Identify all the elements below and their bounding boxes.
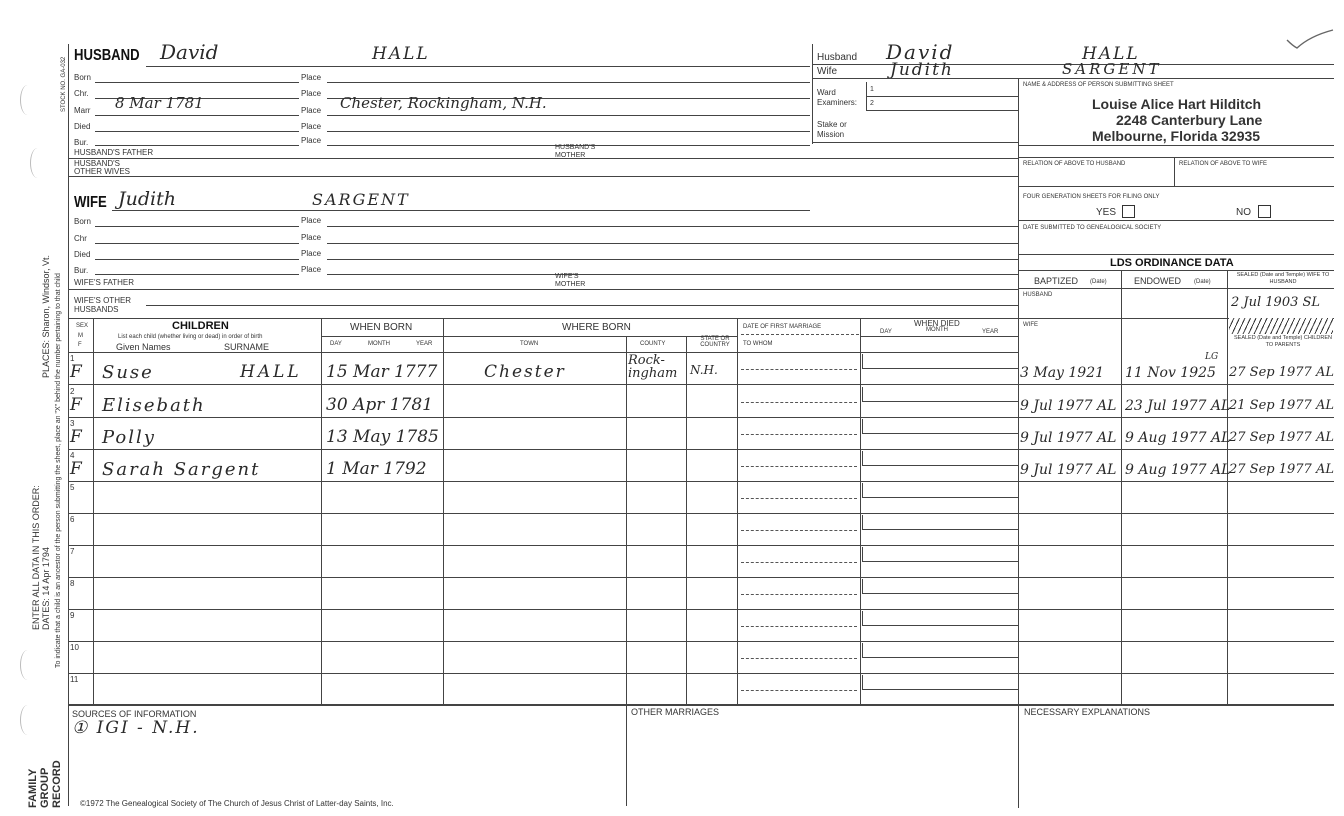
wife-bur-label: Bur.: [74, 266, 89, 275]
child-row-divider: [68, 673, 1334, 674]
sources-label: SOURCES OF INFORMATION: [72, 709, 197, 719]
child-number: 9: [70, 611, 75, 620]
wife-mother-label: WIFE'S MOTHER: [555, 273, 586, 288]
child-row-divider: [68, 577, 1334, 578]
stake-mission-label: Stake or Mission: [817, 120, 847, 139]
death-date-bracket: [862, 451, 863, 465]
death-date-line: [862, 529, 1018, 530]
child-sex: F: [70, 427, 82, 447]
husband-father-label: HUSBAND'S FATHER: [74, 148, 154, 157]
when-died-label: WHEN DIED: [914, 319, 960, 328]
child-birth-town: Chester: [484, 362, 566, 382]
husband-chr-label: Chr.: [74, 89, 89, 98]
death-date-bracket: [862, 515, 863, 529]
sealed-wife-label: SEALED (Date and Temple) WIFE TO HUSBAND: [1236, 272, 1330, 285]
child-row-divider: [68, 641, 1334, 642]
born-month-label: MONTH: [368, 341, 390, 347]
death-date-line: [862, 433, 1018, 434]
death-date-line: [862, 593, 1018, 594]
died-month-label: MONTH: [926, 327, 948, 333]
death-date-bracket: [862, 547, 863, 561]
wife-father-label: WIFE'S FATHER: [74, 278, 135, 287]
born-day-label: DAY: [330, 341, 342, 347]
wife-born-label: Born: [74, 217, 91, 226]
wife-bur-place-label: Place: [301, 265, 322, 274]
husband-marriage-date: 8 Mar 1781: [115, 94, 204, 112]
child-number: 8: [70, 579, 75, 588]
died-year-label: YEAR: [982, 329, 999, 335]
child-birth-date: 13 May 1785: [326, 427, 439, 447]
child-endowed: 9 Aug 1977 AL: [1125, 462, 1231, 478]
child-baptized: 9 Jul 1977 AL: [1020, 398, 1117, 414]
form-title-family: FAMILY: [27, 768, 39, 808]
wife-died-label: Died: [74, 250, 91, 259]
submitter-street: 2248 Canterbury Lane: [1116, 112, 1263, 128]
first-marriage-dash: [741, 562, 857, 563]
county-label: COUNTY: [640, 341, 666, 347]
endowed-date-sub: (Date): [1194, 279, 1211, 285]
death-date-line: [862, 561, 1018, 562]
husband-marr-label: Marr: [74, 106, 91, 115]
child-row-divider: [68, 705, 1334, 706]
lds-title: LDS ORDINANCE DATA: [1110, 257, 1234, 269]
state-country-label: STATE OR COUNTRY: [700, 336, 730, 348]
ancestor-instruction: To indicate that a child is an ancestor of the person submitting the sheet, place an "X" behind the number pertaining to that child: [55, 273, 62, 668]
child-row-divider: [68, 449, 1334, 450]
death-date-bracket: [862, 419, 863, 433]
child-sealed: 27 Sep 1977 AL: [1229, 430, 1334, 445]
wife-given-name: Judith: [118, 188, 176, 210]
yes-label: YES: [1096, 207, 1117, 218]
form-title-group: GROUP: [39, 767, 51, 808]
child-endowed: 9 Aug 1977 AL: [1125, 430, 1231, 446]
death-date-bracket: [862, 611, 863, 625]
husband-marr-place-label: Place: [301, 106, 322, 115]
child-number: 3: [70, 419, 75, 428]
wife-chr-place-label: Place: [301, 233, 322, 242]
sex-m-label: M: [78, 333, 83, 339]
child-endowed: 23 Jul 1977 AL: [1125, 398, 1231, 414]
wife-surname: SARGENT: [312, 190, 410, 209]
child-given-name: Sarah Sargent: [102, 459, 261, 480]
death-date-line: [862, 497, 1018, 498]
death-date-bracket: [862, 354, 863, 368]
baptized-label: BAPTIZED: [1034, 276, 1079, 286]
when-born-label: WHEN BORN: [350, 322, 413, 333]
death-date-bracket: [862, 579, 863, 593]
born-year-label: YEAR: [416, 341, 433, 347]
child-number: 5: [70, 483, 75, 492]
first-marriage-dash: [741, 369, 857, 370]
stock-number: STOCK NO. GA-032: [61, 56, 67, 112]
husband-chr-place-label: Place: [301, 89, 322, 98]
right-wife-label: Wife: [817, 66, 837, 77]
husband-bur-place-label: Place: [301, 136, 322, 145]
child-baptized: 3 May 1921: [1020, 365, 1105, 381]
child-sex: F: [70, 395, 82, 415]
explanations-label: NECESSARY EXPLANATIONS: [1024, 707, 1151, 717]
form-title-record: RECORD: [51, 760, 63, 808]
relation-wife-label: RELATION OF ABOVE TO WIFE: [1179, 161, 1268, 167]
other-marriages-label: OTHER MARRIAGES: [631, 707, 720, 717]
where-born-label: WHERE BORN: [562, 322, 631, 333]
four-generation-label: FOUR GENERATION SHEETS FOR FILING ONLY: [1023, 194, 1160, 200]
submitter-name: Louise Alice Hart Hilditch: [1092, 96, 1262, 112]
right-husband-given: David: [886, 40, 955, 64]
child-sex: F: [70, 459, 82, 479]
check-mark-icon: [1285, 28, 1335, 50]
enter-all-note: ENTER ALL DATA IN THIS ORDER:: [31, 485, 41, 630]
ward-examiners-label: Ward Examiners:: [817, 88, 858, 107]
yes-checkbox[interactable]: [1122, 205, 1135, 218]
child-number: 6: [70, 515, 75, 524]
child-given-name: Elisebath: [102, 395, 206, 416]
surname-label: SURNAME: [224, 342, 270, 352]
endowed-label: ENDOWED: [1134, 276, 1181, 286]
husband-sealed-date: 2 Jul 1903 SL: [1231, 295, 1321, 310]
husband-died-label: Died: [74, 122, 91, 131]
punch-hole: [30, 148, 45, 178]
first-marriage-dash: [741, 626, 857, 627]
lds-husband-row-label: HUSBAND: [1023, 292, 1053, 298]
husband-died-place-label: Place: [301, 122, 322, 131]
first-marriage-dash: [741, 594, 857, 595]
ward-examiner-2: 2: [870, 100, 874, 107]
first-marriage-dash: [741, 658, 857, 659]
town-label: TOWN: [520, 341, 539, 347]
baptized-date-sub: (Date): [1090, 279, 1107, 285]
relation-husband-label: RELATION OF ABOVE TO HUSBAND: [1023, 161, 1126, 167]
child-birth-date: 15 Mar 1777: [326, 362, 438, 382]
child-endowed: 11 Nov 1925: [1125, 365, 1216, 381]
child-row-divider: [68, 417, 1334, 418]
child-sex: F: [70, 362, 82, 382]
husband-born-label: Born: [74, 73, 91, 82]
husband-other-wives-label: HUSBAND'S OTHER WIVES: [74, 159, 131, 176]
first-marriage-dash: [741, 466, 857, 467]
first-marriage-dash: [741, 498, 857, 499]
child-baptized: 9 Jul 1977 AL: [1020, 430, 1117, 446]
lds-annotation: LG: [1205, 352, 1219, 362]
death-date-line: [862, 689, 1018, 690]
child-sealed: 27 Sep 1977 AL: [1229, 462, 1334, 477]
no-label: NO: [1236, 207, 1251, 218]
children-note: List each child (whether living or dead) in order of birth: [118, 334, 263, 340]
right-husband-label: Husband: [817, 52, 858, 63]
punch-hole: [20, 85, 35, 115]
child-surname: HALL: [240, 362, 302, 382]
child-number: 1: [70, 354, 75, 363]
no-checkbox[interactable]: [1258, 205, 1271, 218]
child-number: 2: [70, 387, 75, 396]
child-row-divider: [68, 513, 1334, 514]
child-number: 11: [70, 675, 79, 684]
child-birth-state: N.H.: [690, 363, 718, 377]
child-row-divider: [68, 545, 1334, 546]
child-birth-county: Rock-ingham: [628, 353, 678, 381]
child-given-name: Polly: [102, 427, 156, 448]
right-wife-surname: SARGENT: [1062, 60, 1162, 78]
husband-marriage-place: Chester, Rockingham, N.H.: [340, 94, 547, 112]
child-row-divider: [68, 384, 1334, 385]
right-husband-surname: HALL: [1082, 44, 1140, 64]
child-sealed: 27 Sep 1977 AL: [1229, 365, 1334, 380]
date-submitted-label: DATE SUBMITTED TO GENEALOGICAL SOCIETY: [1023, 225, 1162, 231]
punch-hole: [20, 705, 35, 735]
death-date-line: [862, 465, 1018, 466]
dates-note: DATES: 14 Apr 1794: [41, 547, 51, 630]
first-marriage-label: DATE OF FIRST MARRIAGE: [743, 324, 822, 330]
child-number: 7: [70, 547, 75, 556]
death-date-bracket: [862, 483, 863, 497]
wife-chr-label: Chr: [74, 234, 87, 243]
right-wife-given: Judith: [890, 60, 954, 80]
sex-f-label: F: [78, 342, 82, 348]
first-marriage-dash: [741, 402, 857, 403]
child-number: 4: [70, 451, 75, 460]
to-whom-label: TO WHOM: [743, 341, 773, 347]
death-date-bracket: [862, 675, 863, 689]
death-date-line: [862, 368, 1018, 369]
sealed-children-label: SEALED (Date and Temple) CHILDREN TO PARENTS: [1233, 335, 1333, 348]
wife-sealed-hatch: [1229, 318, 1333, 334]
places-note: PLACES: Sharon, Windsor, Vt.: [41, 254, 51, 378]
death-date-line: [862, 401, 1018, 402]
wife-heading: WIFE: [74, 194, 107, 211]
wife-born-place-label: Place: [301, 216, 322, 225]
first-marriage-dash: [741, 434, 857, 435]
child-given-name: Suse: [102, 362, 154, 383]
children-title: CHILDREN: [172, 320, 229, 332]
child-birth-date: 30 Apr 1781: [326, 395, 433, 415]
child-number: 10: [70, 643, 79, 652]
died-day-label: DAY: [880, 329, 892, 335]
death-date-line: [862, 625, 1018, 626]
copyright-text: ©1972 The Genealogical Society of The Church of Jesus Christ of Latter-day Saints, Inc.: [80, 799, 394, 808]
husband-heading: HUSBAND: [74, 47, 140, 64]
wife-died-place-label: Place: [301, 249, 322, 258]
child-row-divider: [68, 481, 1334, 482]
submitter-label: NAME & ADDRESS OF PERSON SUBMITTING SHEET: [1023, 82, 1174, 88]
wife-other-husbands-label: WIFE'S OTHER HUSBANDS: [74, 296, 132, 314]
husband-bur-label: Bur.: [74, 138, 89, 147]
lds-wife-row-label: WIFE: [1023, 322, 1038, 328]
given-names-label: Given Names: [116, 342, 171, 352]
death-date-line: [862, 657, 1018, 658]
child-birth-date: 1 Mar 1792: [326, 459, 427, 479]
death-date-bracket: [862, 643, 863, 657]
sources-value: ① IGI - N.H.: [72, 718, 200, 738]
husband-mother-label: HUSBAND'S MOTHER: [555, 144, 596, 159]
husband-surname: HALL: [372, 44, 430, 64]
husband-given-name: David: [160, 40, 219, 64]
punch-hole: [20, 650, 35, 680]
sex-label: SEX: [76, 323, 89, 329]
child-baptized: 9 Jul 1977 AL: [1020, 462, 1117, 478]
child-row-divider: [68, 609, 1334, 610]
first-marriage-dash: [741, 530, 857, 531]
ward-examiner-1: 1: [870, 86, 874, 93]
first-marriage-dash: [741, 690, 857, 691]
husband-born-place-label: Place: [301, 73, 322, 82]
child-sealed: 21 Sep 1977 AL: [1229, 398, 1334, 413]
submitter-city: Melbourne, Florida 32935: [1092, 128, 1261, 144]
death-date-bracket: [862, 387, 863, 401]
